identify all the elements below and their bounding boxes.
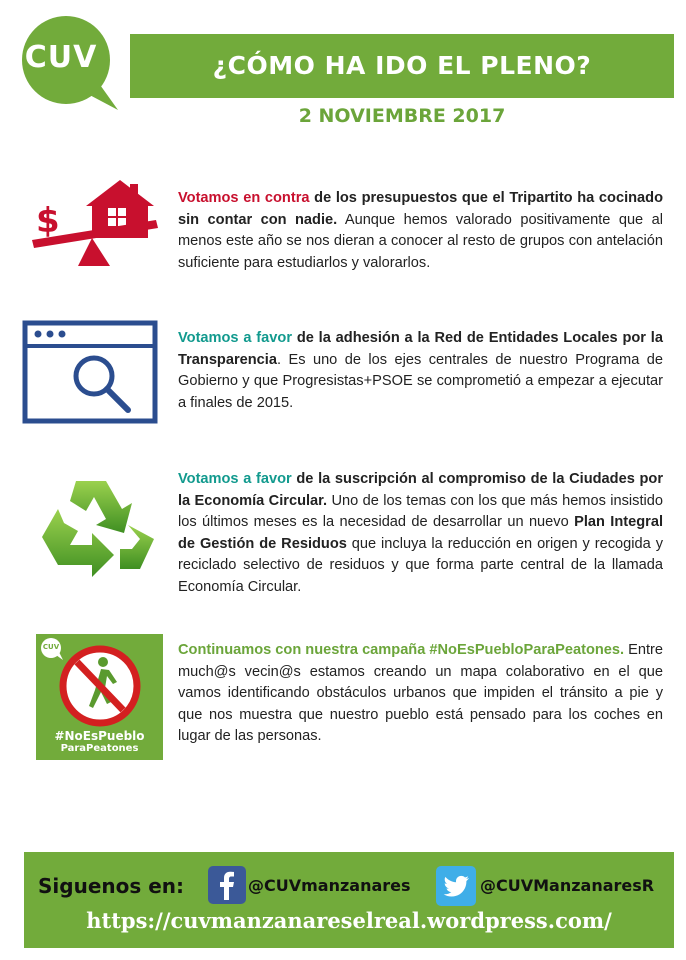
item-body: Aunque hemos valorado positivamente que al menos este año se nos dieran a conocer al resto de grupos con antelación suficiente para estudiarlos y valorarlos. [178, 211, 663, 271]
item-body: Entre much@s vecin@s estamos creando un mapa colaborativo en el que vamos identificando obstáculos urbanos que impiden el tránsito a pie y que nos muestra que nuestro pueblo está pensado para los coches en lugar de las personas. [178, 642, 664, 745]
no-pedestrian-campaign-badge [36, 634, 163, 760]
item-bold: de la suscripción al compromiso de la Ciudades por la Economía Circular. [178, 471, 664, 509]
facebook-handle-link[interactable]: @CUVmanzanares [248, 876, 411, 895]
page-date: 2 NOVIEMBRE 2017 [298, 105, 506, 127]
house-seesaw-dollar-icon [30, 180, 160, 268]
page-title: ¿CÓMO HA IDO EL PLENO? [130, 34, 674, 98]
footer-banner [24, 852, 674, 948]
item-bold-mid: Plan Integral de Gestión de Residuos [178, 514, 663, 552]
item-transparencia [0, 320, 686, 430]
no-pedestrian-icon [55, 644, 145, 728]
item-campana [0, 634, 686, 764]
website-url-link[interactable]: https://cuvmanzanareselreal.wordpress.com/ [86, 908, 612, 933]
item-text [178, 328, 663, 414]
item-lead: Continuamos con nuestra campaña #NoEsPuebloParaPeatones. [178, 642, 625, 658]
item-presupuestos [0, 180, 686, 275]
item-lead: Votamos a favor [178, 330, 292, 346]
item-lead: Votamos a favor [178, 471, 292, 487]
facebook-icon[interactable] [208, 866, 246, 904]
twitter-handle-link[interactable]: @CUVManzanaresR [480, 876, 655, 895]
badge-hashtag-line2: ParaPeatones [60, 743, 139, 754]
item-text [178, 188, 663, 274]
item-bold: de la adhesión a la Red de Entidades Locales por la Transparencia [178, 330, 663, 368]
follow-label: Siguenos en: [38, 874, 185, 898]
badge-hashtag-line1: #NoEsPueblo [54, 729, 145, 743]
browser-search-icon [22, 320, 158, 424]
item-text [178, 469, 663, 599]
item-text [178, 640, 663, 748]
item-lead: Votamos en contra [178, 190, 310, 206]
item-economia-circular [0, 465, 686, 595]
item-body: Uno de los temas con los que más hemos insistido los últimos meses es la necesidad de desarrollar un nuevo [178, 492, 663, 531]
item-bold: de los presupuestos que el Tripartito ha cocinado sin contar con nadie. [178, 190, 663, 228]
badge-cuv-text: CUV [42, 643, 60, 651]
item-body: . Es uno de los ejes centrales de nuestro Programa de Gobierno y que Progresistas+PSOE se comprometió a empezar a ejecutar a finales de 2015. [178, 351, 663, 411]
cuv-logo-text: CUV [24, 40, 98, 75]
twitter-icon[interactable] [436, 866, 476, 906]
svg-text:$: $ [36, 201, 60, 241]
item-body-2: que incluya la reducción en origen y recogida y reciclado selectivo de residuos y que forma parte central de la llamada Economía Circular. [178, 535, 663, 595]
recycle-icon [36, 469, 158, 591]
